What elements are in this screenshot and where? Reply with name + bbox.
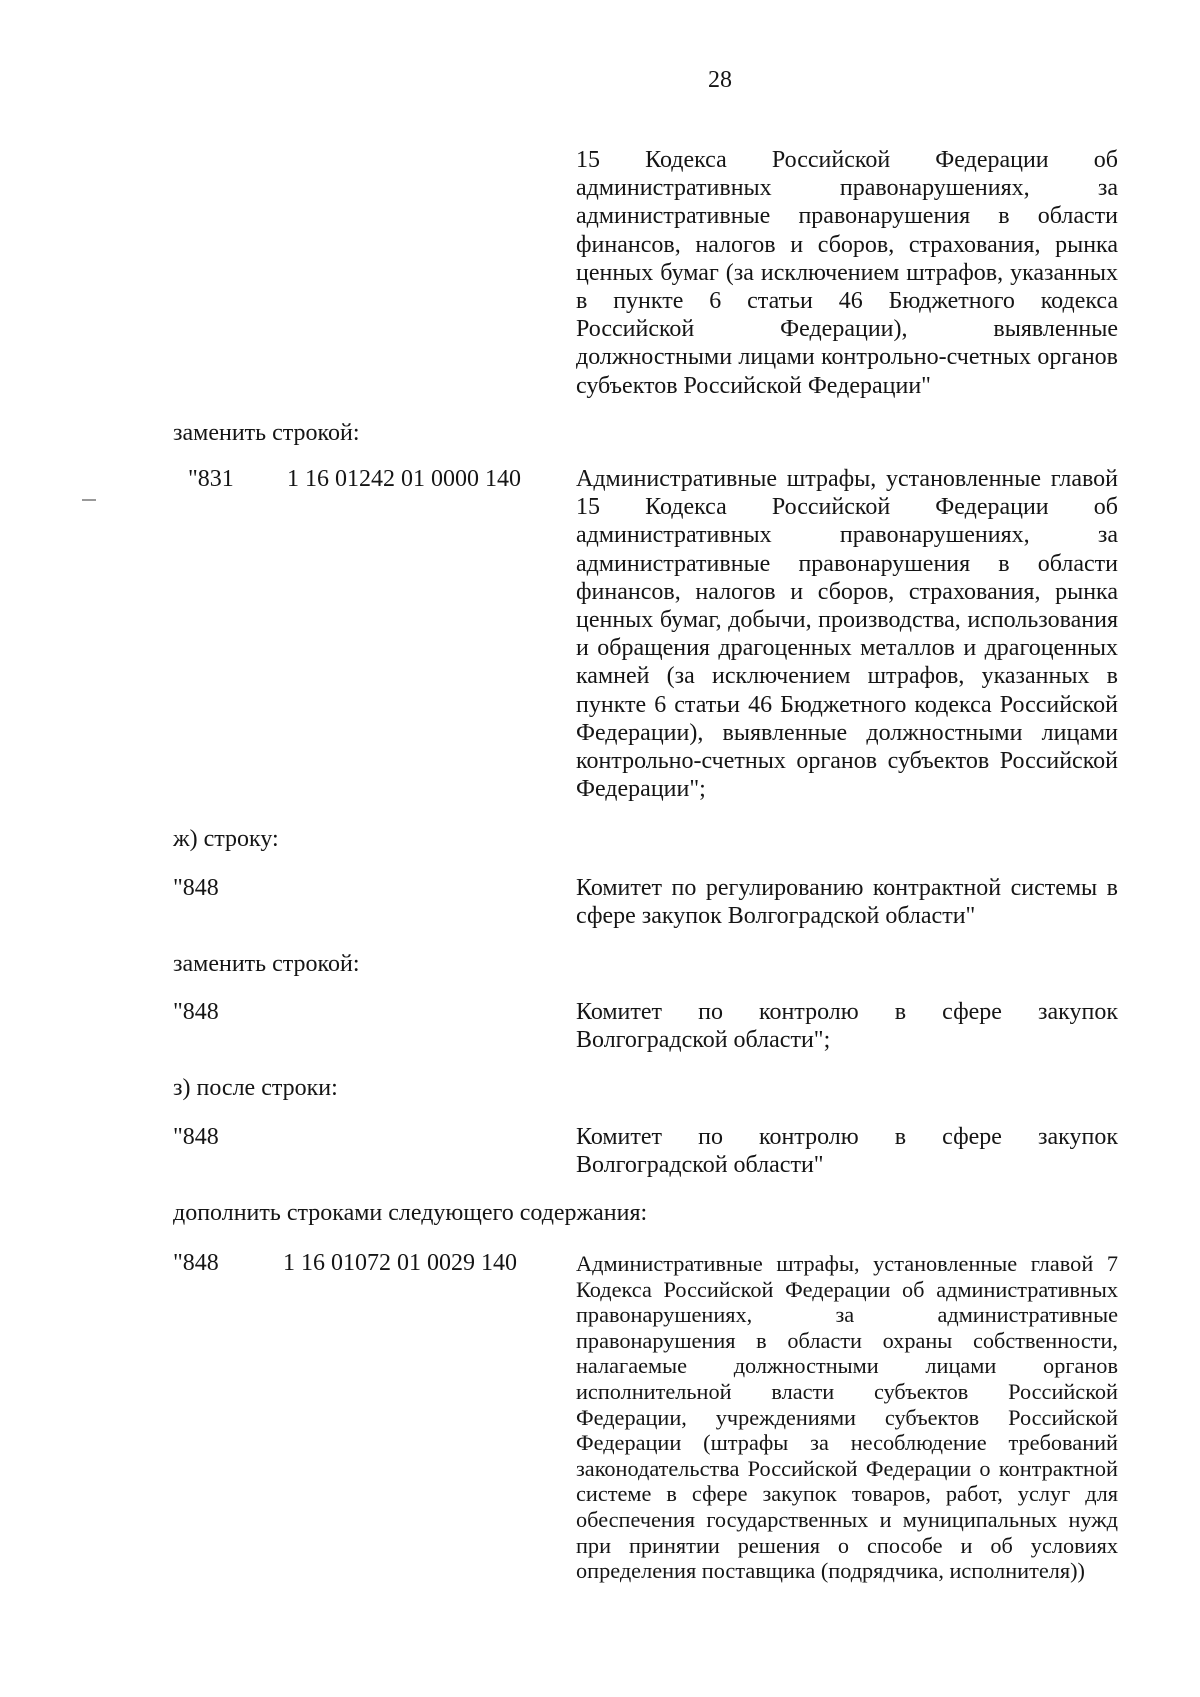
entry-848-after-paragraph: Комитет по контролю в сфере закупок Волгоградской области" [576, 1124, 1118, 1179]
entry-848-new-text [576, 998, 1118, 1054]
admin-code-848-after: "848 [173, 1124, 219, 1150]
scan-mark [82, 499, 96, 501]
page-number: 28 [708, 67, 732, 93]
entry-848-after-text [576, 1123, 1118, 1179]
entry-848-added-text [576, 1251, 1118, 1584]
continued-entry-text [576, 146, 1118, 400]
admin-code-848-new: "848 [173, 999, 219, 1025]
entry-848-added-paragraph: Административные штрафы, установленные главой 7 Кодекса Российской Федерации об административных правонарушениях, за административные правонарушения в области охраны собственности, налагаемые должностными лицами органов исполнительной власти субъектов Российской Федерации, учреждениями субъектов Российской Федерации (штрафы за несоблюдение требований законодательства Российской Федерации о контрактной системе в сфере закупок товаров, работ, услуг для обеспечения государственных и муниципальных нужд при принятии решения о способе и об условиях определения поставщика (подрядчика, исполнителя)) [576, 1251, 1118, 1584]
instruction-replace-1: заменить строкой: [173, 420, 360, 446]
kbk-code-831: 1 16 01242 01 0000 140 [287, 466, 521, 492]
admin-code-848-old: "848 [173, 875, 219, 901]
instruction-after-row-z: з) после строки: [173, 1075, 338, 1101]
entry-831-paragraph: Административные штрафы, установленные главой 15 Кодекса Российской Федерации об административных правонарушениях, за административные правонарушения в области финансов, налогов и сборов, страхования, рынка ценных бумаг, добычи, производства, использования и обращения драгоценных металлов и драгоценных камней (за исключением штрафов, указанных в пункте 6 статьи 46 Бюджетного кодекса Российской Федерации), выявленные должностными лицами контрольно-счетных органов субъектов Российской Федерации"; [576, 466, 1118, 803]
entry-848-old-paragraph: Комитет по регулированию контрактной системы в сфере закупок Волгоградской области" [576, 875, 1118, 930]
entry-848-old-text [576, 874, 1118, 930]
continued-entry-paragraph: 15 Кодекса Российской Федерации об административных правонарушениях, за административные правонарушения в области финансов, налогов и сборов, страхования, рынка ценных бумаг (за исключением штрафов, указанных в пункте 6 статьи 46 Бюджетного кодекса Российской Федерации), выявленные должностными лицами контрольно-счетных органов субъектов Российской Федерации" [576, 147, 1118, 399]
admin-code-848-added: "848 [173, 1250, 219, 1276]
instruction-add-rows: дополнить строками следующего содержания: [173, 1200, 648, 1226]
instruction-replace-2: заменить строкой: [173, 951, 360, 977]
admin-code-831: "831 [188, 466, 234, 492]
instruction-row-zh: ж) строку: [173, 826, 279, 852]
entry-848-new-paragraph: Комитет по контролю в сфере закупок Волгоградской области"; [576, 999, 1118, 1054]
entry-831-text [576, 465, 1118, 803]
kbk-code-848-added: 1 16 01072 01 0029 140 [283, 1250, 517, 1276]
